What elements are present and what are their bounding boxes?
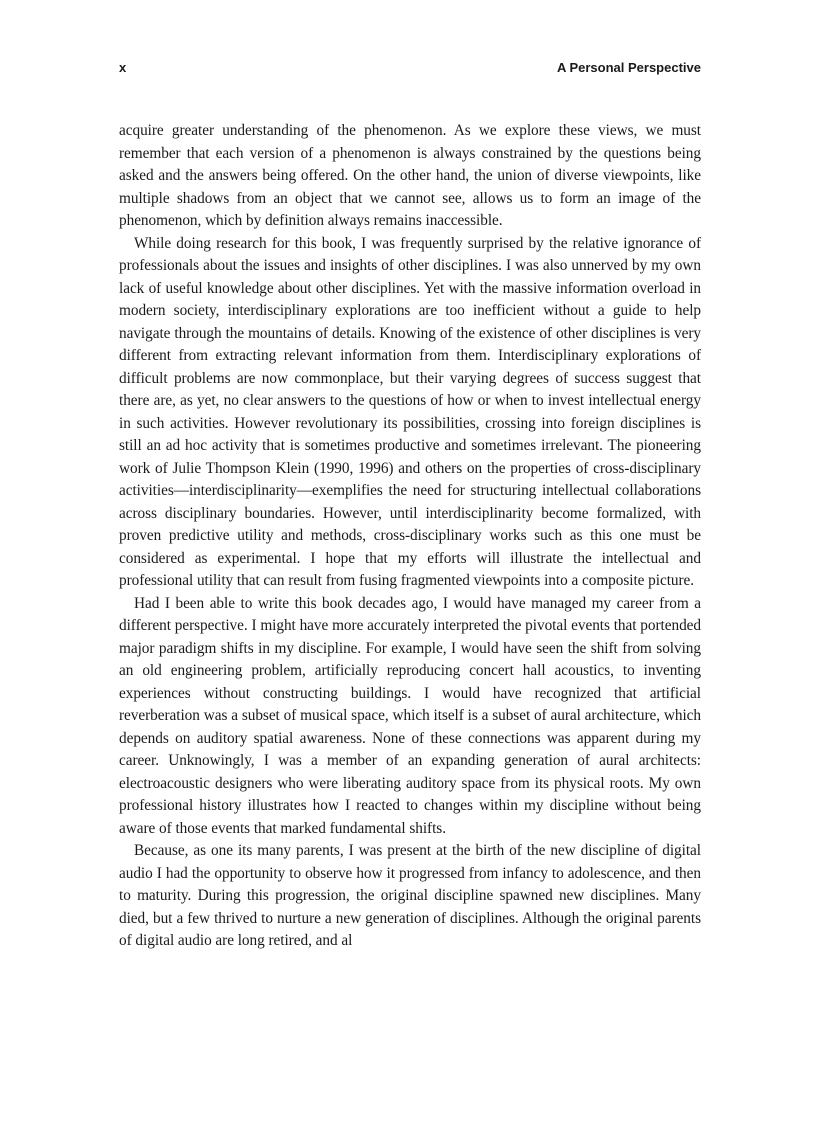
paragraph-3: Had I been able to write this book decades ago, I would have managed my career from a different perspective. I might have more accurately interpreted the pivotal events that portended major paradigm shifts in my discipline. For example, I would have seen the shift from solving an old engineering problem, artificially reproducing concert hall acoustics, to inventing experiences without constructing buildings. I would have recognized that artificial reverberation was a subset of musical space, which itself is a subset of aural architecture, which depends on auditory spatial awareness. None of these connections was apparent during my career. Unknowingly, I was a member of an expanding generation of aural architects: electroacoustic designers who were liberating auditory space from its physical roots. My own professional history illustrates how I reacted to changes within my discipline without being aware of those events that marked fundamental shifts. bbox=[119, 594, 701, 837]
paragraph-2: While doing research for this book, I was frequently surprised by the relative ignorance of professionals about the issues and insights of other disciplines. I was also unnerved by my own lack of useful knowledge about other disciplines. Yet with the massive information overload in modern society, interdisciplinary explorations are too inefficient without a guide to help navigate through the mountains of details. Knowing of the existence of other disciplines is very different from extracting relevant information from them. Interdisciplinary explorations of difficult problems are now commonplace, but their varying degrees of success suggest that there are, as yet, no clear answers to the questions of how or when to invest intellectual energy in such activities. However revolutionary its possibilities, crossing into foreign disciplines is still an ad hoc activity that is sometimes productive and sometimes irrelevant. The pioneering work of Julie Thompson Klein (1990, 1996) and others on the properties of cross-disciplinary activities—interdisciplinarity—exemplifies the need for structuring intellectual collaborations across disciplinary boundaries. However, until interdisciplinarity become formalized, with proven predictive utility and methods, cross-disciplinary works such as this one must be considered as experimental. I hope that my efforts will illustrate the intellectual and professional utility that can result from fusing fragmented viewpoints into a composite picture. bbox=[119, 234, 701, 589]
running-head-title: A Personal Perspective bbox=[556, 60, 701, 75]
page-number: x bbox=[119, 60, 127, 75]
body-text bbox=[119, 120, 701, 953]
running-head bbox=[119, 59, 701, 77]
paragraph-1: acquire greater understanding of the phenomenon. As we explore these views, we must remember that each version of a phenomenon is always constrained by the questions being asked and the answers being offered. On the other hand, the union of diverse viewpoints, like multiple shadows from an object that we cannot see, allows us to form an image of the phenomenon, which by definition always remains inaccessible. bbox=[119, 122, 701, 229]
paragraph-4: Because, as one its many parents, I was present at the birth of the new discipline of digital audio I had the opportunity to observe how it progressed from infancy to adolescence, and then to maturity. During this progression, the original discipline spawned new disciplines. Many died, but a few thrived to nurture a new generation of disciplines. Although the original parents of digital audio are long retired, and al bbox=[119, 842, 701, 949]
